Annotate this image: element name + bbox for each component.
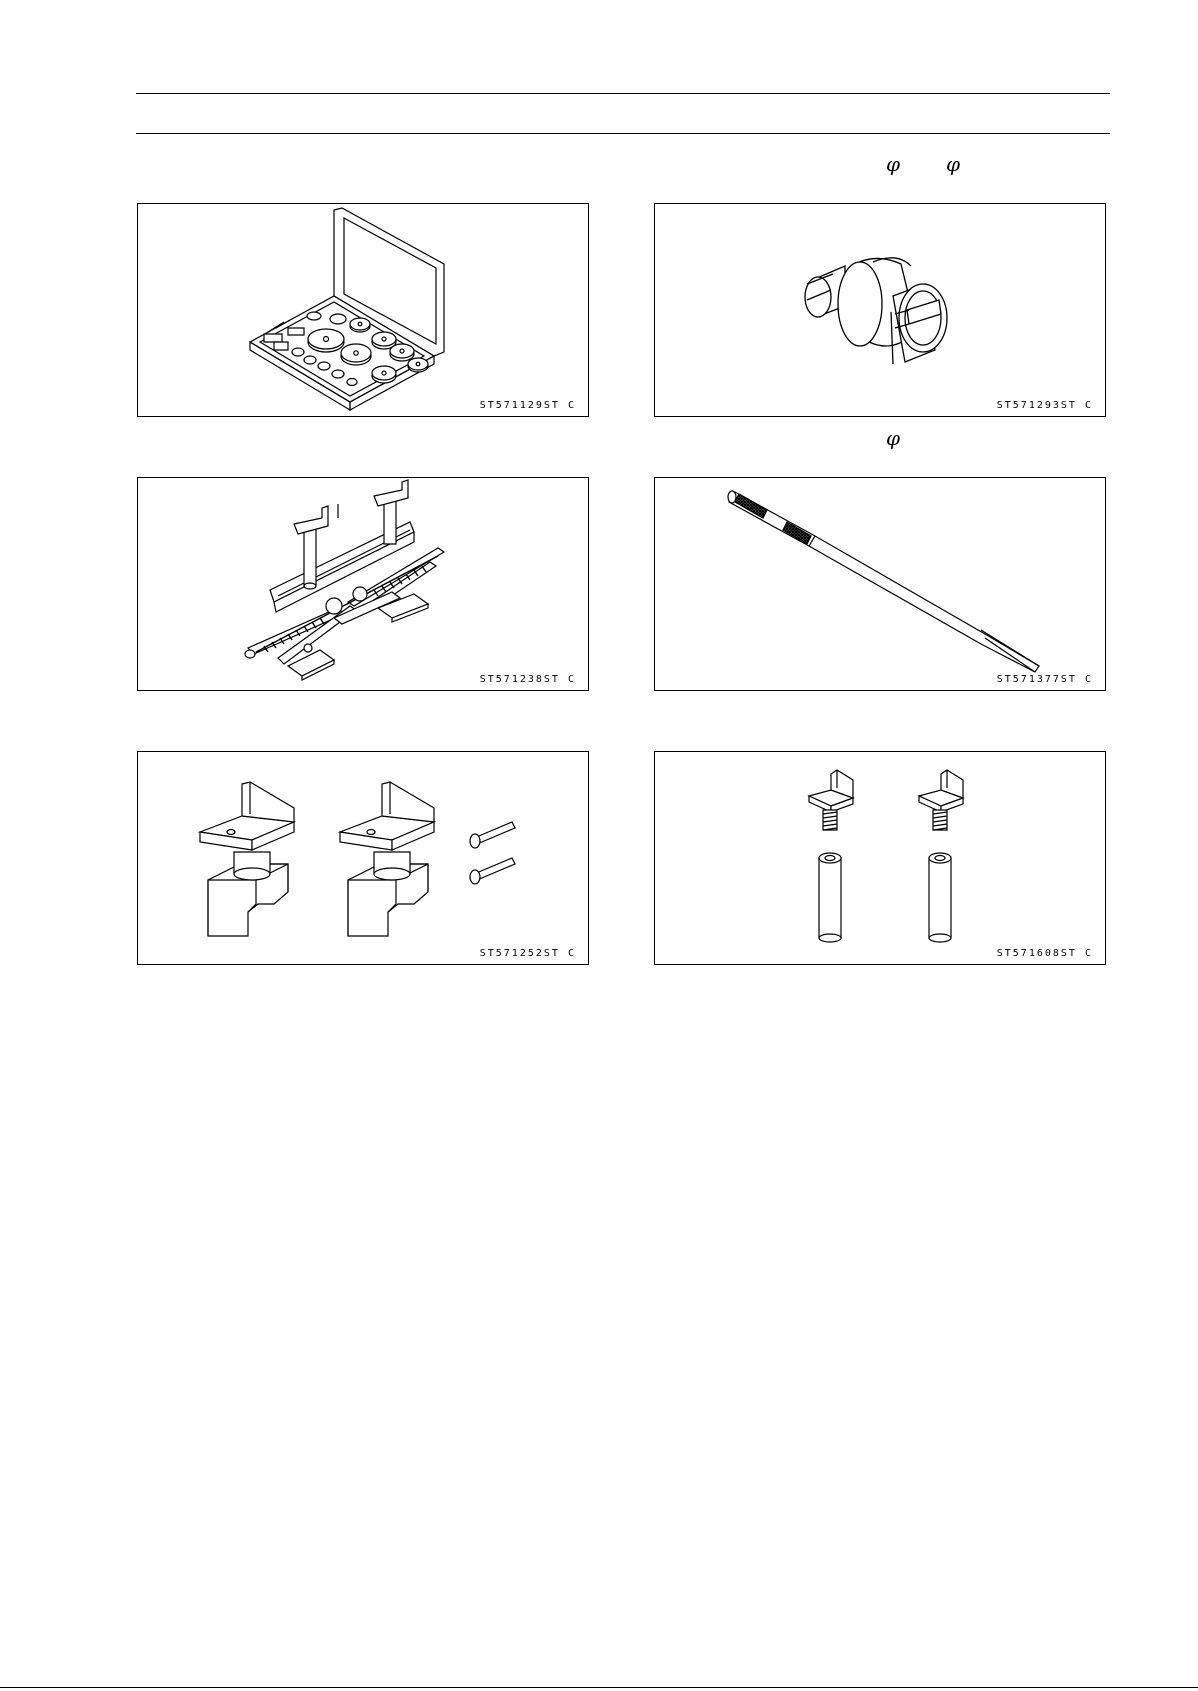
figure-slotted-adapter: [654, 203, 1106, 417]
figure-bearing-driver-set: [137, 203, 589, 417]
phi-symbol: φ: [886, 426, 901, 450]
figure-code: ST571252ST C: [479, 948, 576, 959]
figure-scissor-jack: [137, 477, 589, 691]
bearing-driver-set-case-icon: [138, 204, 589, 417]
figure-attachment-screws-spacers: [654, 751, 1106, 965]
footer-rule: [0, 1687, 1198, 1688]
figure-code: ST571377ST C: [996, 674, 1093, 685]
figure-code: ST571608ST C: [996, 948, 1093, 959]
jack-attachment-set-icon: [138, 752, 589, 965]
phi-symbol: φ: [946, 152, 961, 176]
phi-symbol: φ: [886, 152, 901, 176]
figure-code: ST571293ST C: [996, 400, 1093, 411]
slotted-adapter-icon: [655, 204, 1106, 417]
scissor-jack-icon: [138, 478, 589, 691]
header-bottom-rule: [136, 133, 1110, 134]
figure-jack-attachment-set: [137, 751, 589, 965]
attachment-screws-spacers-icon: [655, 752, 1106, 965]
pointed-rod-icon: [655, 478, 1106, 691]
figure-code: ST571129ST C: [479, 400, 576, 411]
header-top-rule: [136, 93, 1110, 94]
figure-code: ST571238ST C: [479, 674, 576, 685]
figure-pointed-rod: [654, 477, 1106, 691]
